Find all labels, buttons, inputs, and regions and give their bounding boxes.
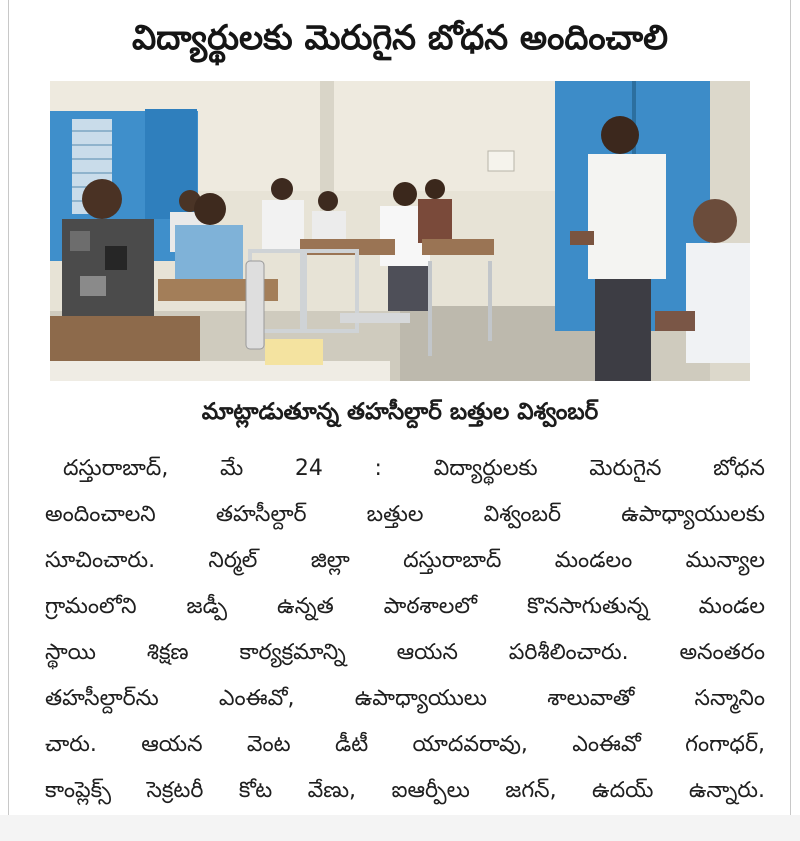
left-column-rule: [8, 0, 9, 815]
article-line: తహసీల్దార్‌ను ఎంఈవో, ఉపాధ్యాయులు శాలువాతో సన్మానిం: [45, 686, 765, 711]
page-bottom-band: [0, 815, 800, 841]
article-headline: విద్యార్థులకు మెరుగైన బోధన అందించాలి: [131, 18, 669, 58]
article-body: [45, 446, 765, 814]
article-line: అందించాలని తహసీల్దార్ బత్తుల విశ్వంబర్ ఉపాధ్యాయులకు: [45, 502, 765, 527]
article-line: సూచించారు. నిర్మల్ జిల్లా దస్తురాబాద్ మండలం మున్యాల: [45, 548, 765, 573]
article-line: దస్తురాబాద్, మే 24 : విద్యార్థులకు మెరుగైన బోధన: [63, 456, 765, 481]
right-column-rule: [790, 0, 791, 815]
article-line: గ్రామంలోని జడ్పీ ఉన్నత పాఠశాలలో కొనసాగుతున్న మండల: [45, 594, 765, 619]
news-photo: [50, 81, 750, 381]
article-line: చారు. ఆయన వెంట డీటీ యాదవరావు, ఎంఈవో గంగాధర్,: [45, 732, 765, 757]
article-line: స్థాయి శిక్షణ కార్యక్రమాన్ని ఆయన పరిశీలించారు. అనంతరం: [45, 640, 765, 665]
article-line: కాంప్లెక్స్ సెక్రటరీ కోట వేణు, ఐఆర్పీలు జగన్, ఉదయ్ ఉన్నారు.: [45, 778, 765, 803]
photo-caption: మాట్లాడుతూన్న తహసీల్దార్ బత్తుల విశ్వంబర్: [201, 399, 599, 425]
